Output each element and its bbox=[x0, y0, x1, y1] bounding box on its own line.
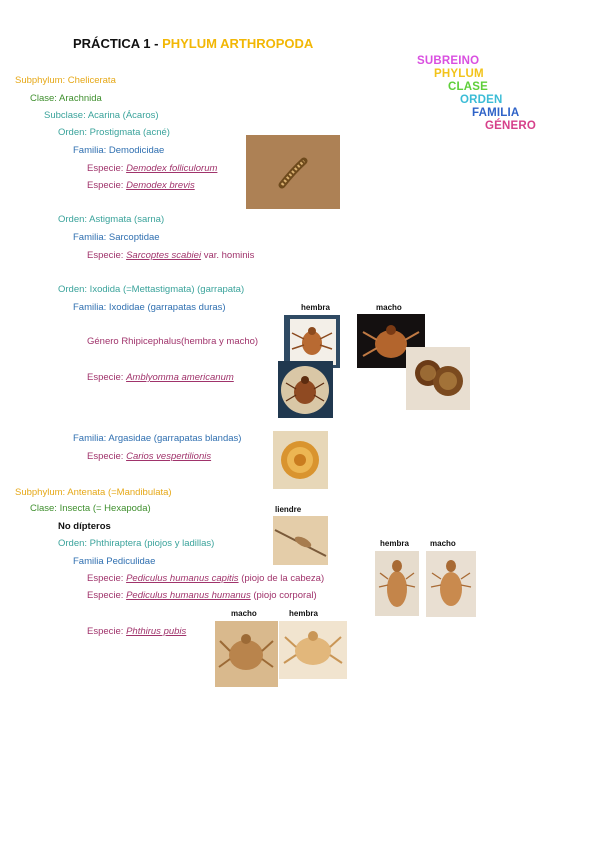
orden-prostigmata: Orden: Prostigmata (acné) bbox=[58, 127, 170, 138]
label-liendre: liendre bbox=[275, 505, 302, 514]
label-hembra-pediculus: hembra bbox=[380, 539, 409, 548]
especie-pediculus-capitis: Especie: Pediculus humanus capitis (piojo de la cabeza) bbox=[87, 573, 325, 584]
subphylum-chelicerata: Subphylum: Chelicerata bbox=[15, 75, 116, 86]
legend-orden: ORDEN bbox=[460, 94, 503, 106]
phthirus-macho-photo bbox=[215, 621, 278, 687]
liendre-photo bbox=[273, 516, 328, 565]
familia-ixodidae: Familia: Ixodidae (garrapatas duras) bbox=[73, 302, 226, 313]
legend-subreino: SUBREINO bbox=[417, 55, 480, 67]
especie-amblyomma: Especie: Amblyomma americanum bbox=[87, 372, 234, 383]
amblyomma-photo-1 bbox=[278, 361, 333, 418]
legend-familia: FAMILIA bbox=[472, 107, 520, 119]
genero-rhipicephalus: Género Rhipicephalus(hembra y macho) bbox=[87, 336, 259, 347]
phthirus-hembra-photo bbox=[279, 621, 347, 679]
especie-phthirus-pubis: Especie: Phthirus pubis bbox=[87, 626, 187, 637]
orden-ixodida: Orden: Ixodida (=Mettastigmata) (garrapata) bbox=[58, 284, 245, 295]
page-title bbox=[73, 36, 313, 51]
legend-clase: CLASE bbox=[448, 81, 488, 93]
familia-pediculidae: Familia Pediculidae bbox=[73, 556, 156, 567]
orden-astigmata: Orden: Astigmata (sarna) bbox=[58, 214, 165, 225]
legend-genero: GÉNERO bbox=[485, 120, 537, 132]
amblyomma-photo-2 bbox=[406, 347, 470, 410]
title-prefix: PRÁCTICA 1 - bbox=[73, 36, 163, 51]
legend-phylum: PHYLUM bbox=[434, 68, 484, 80]
label-hembra-phthirus: hembra bbox=[289, 609, 318, 618]
clase-insecta: Clase: Insecta (= Hexapoda) bbox=[30, 503, 151, 514]
especie-demodex-brevis: Especie: Demodex brevis bbox=[87, 180, 195, 191]
especie-carios: Especie: Carios vespertilionis bbox=[87, 451, 212, 462]
especie-pediculus-humanus: Especie: Pediculus humanus humanus (piojo corporal) bbox=[87, 590, 317, 601]
familia-sarcoptidae: Familia: Sarcoptidae bbox=[73, 232, 160, 243]
especie-demodex-folliculorum: Especie: Demodex folliculorum bbox=[87, 163, 218, 174]
pediculus-macho-photo bbox=[426, 551, 476, 617]
orden-phthiraptera: Orden: Phthiraptera (piojos y ladillas) bbox=[58, 538, 215, 549]
demodex-photo bbox=[246, 135, 340, 209]
label-macho-phthirus: macho bbox=[231, 609, 257, 618]
title-phylum: PHYLUM ARTHROPODA bbox=[162, 36, 314, 51]
familia-demodicidae: Familia: Demodicidae bbox=[73, 145, 165, 156]
subclase-acarina: Subclase: Acarina (Ácaros) bbox=[44, 110, 159, 121]
carios-photo bbox=[273, 431, 328, 489]
no-dipteros: No dípteros bbox=[58, 521, 111, 532]
clase-arachnida: Clase: Arachnida bbox=[30, 93, 102, 104]
label-macho-pediculus: macho bbox=[430, 539, 456, 548]
subphylum-antenata: Subphylum: Antenata (=Mandibulata) bbox=[15, 487, 172, 498]
label-hembra-ixodidae: hembra bbox=[301, 303, 330, 312]
familia-argasidae: Familia: Argasidae (garrapatas blandas) bbox=[73, 433, 242, 444]
pediculus-hembra-photo bbox=[375, 551, 419, 616]
especie-sarcoptes-scabiei: Especie: Sarcoptes scabiei var. hominis bbox=[87, 250, 255, 261]
label-macho-ixodidae: macho bbox=[376, 303, 402, 312]
